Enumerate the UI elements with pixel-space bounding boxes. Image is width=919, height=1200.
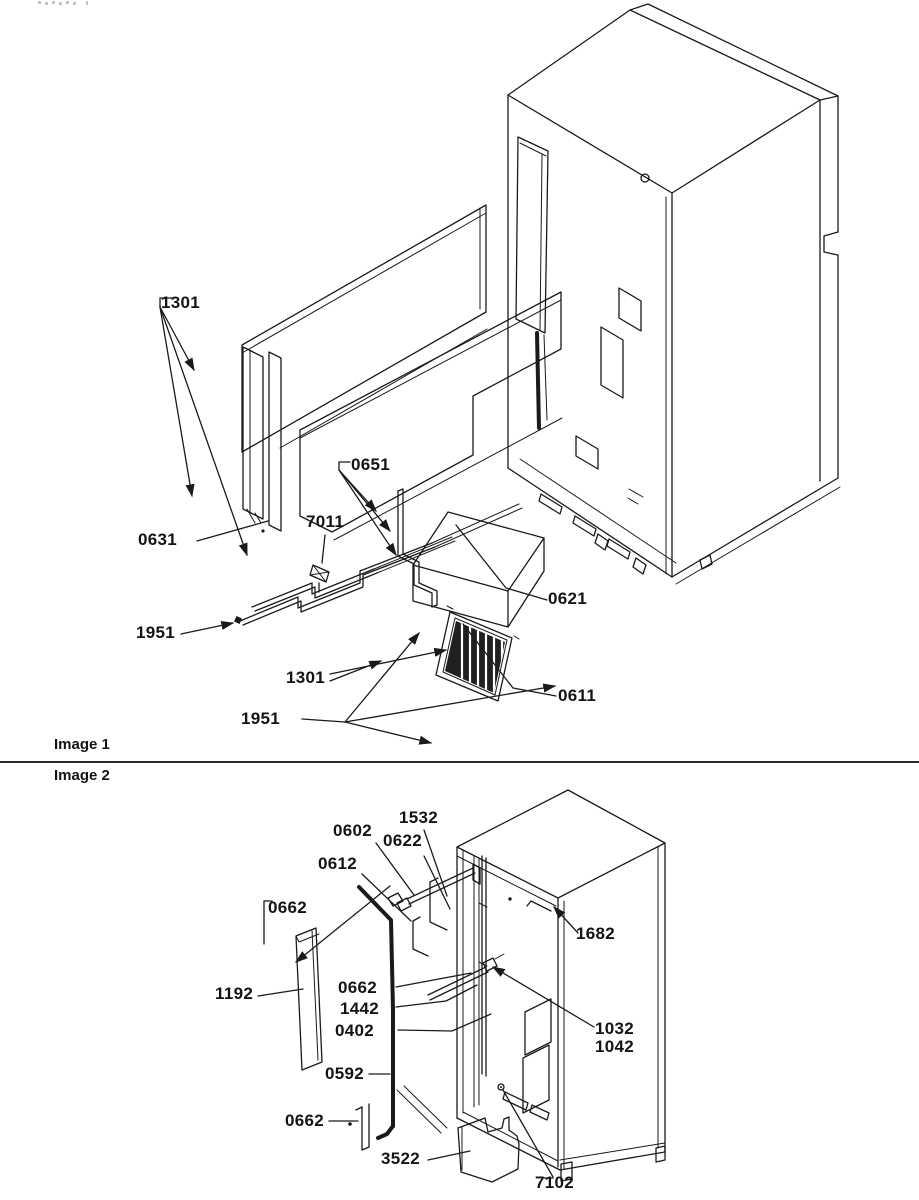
bracket-3522 (458, 1117, 519, 1182)
callout-1192: 1192 (215, 984, 254, 1003)
callout-1042: 1042 (595, 1037, 635, 1056)
callout-7102: 7102 (535, 1173, 575, 1192)
callout-1301: 1301 (161, 293, 201, 312)
tube-end-fitting (234, 616, 242, 624)
callout-0612: 0612 (318, 854, 358, 873)
mid-tube-assembly (428, 954, 504, 1000)
callout-0651: 0651 (351, 455, 391, 474)
callout-0592: 0592 (325, 1064, 365, 1083)
screw-7102 (498, 1084, 504, 1090)
image2-diagram (0, 763, 919, 1200)
callout-3522: 3522 (381, 1149, 421, 1168)
image2-section (0, 763, 919, 1200)
image2-caption: Image 2 (54, 767, 110, 784)
cropped-text-fragment (38, 1, 88, 5)
callout-0622: 0622 (383, 831, 423, 850)
callout-1442: 1442 (340, 999, 380, 1018)
panel-1192 (296, 928, 322, 1070)
compartment-cover-0621 (413, 512, 544, 627)
callout-0662-3: 0662 (285, 1111, 325, 1130)
callout-1951-2: 1951 (241, 709, 281, 728)
callout-0402: 0402 (335, 1021, 375, 1040)
callout-1301-2: 1301 (286, 668, 326, 687)
callout-7011: 7011 (306, 512, 345, 531)
tubing-assembly (234, 504, 522, 625)
callout-0662-2: 0662 (338, 978, 378, 997)
callout-0602: 0602 (333, 821, 373, 840)
callout-0631: 0631 (138, 530, 178, 549)
condenser-coil-0611 (436, 606, 519, 702)
image1-caption: Image 1 (54, 736, 110, 753)
callout-1032: 1032 (595, 1019, 635, 1038)
callout-0621: 0621 (548, 589, 588, 608)
callout-0611: 0611 (558, 686, 597, 705)
callout-1951: 1951 (136, 623, 176, 642)
callout-0662: 0662 (268, 898, 308, 917)
tube-0592 (348, 887, 447, 1150)
bottom-clamp-0662 (348, 1104, 369, 1150)
upper-tube-assembly (388, 856, 487, 1076)
callout-1532: 1532 (399, 808, 439, 827)
callout-1682: 1682 (576, 924, 616, 943)
cabinet-back-close-view (457, 790, 665, 1181)
